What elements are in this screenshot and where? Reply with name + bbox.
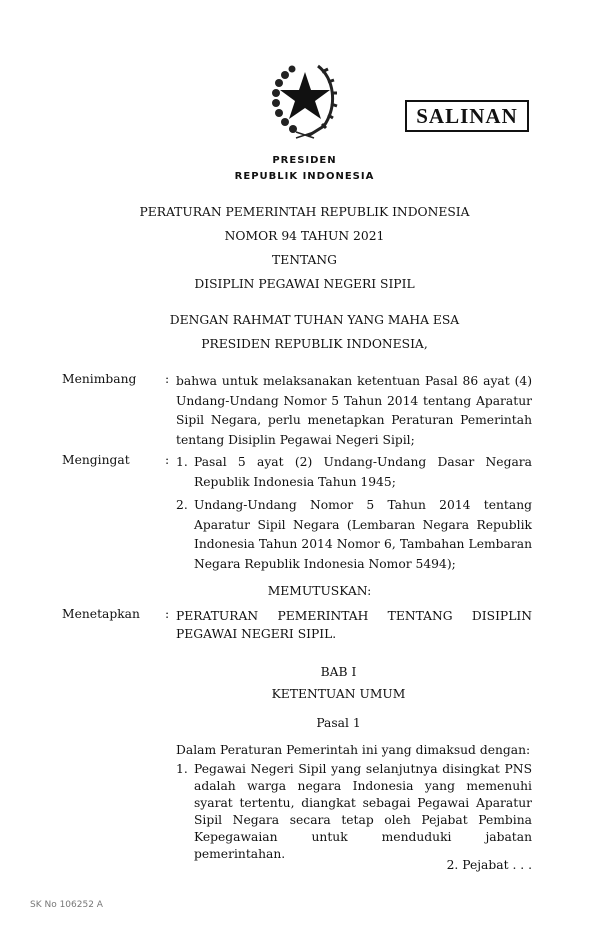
title-number: NOMOR 94 TAHUN 2021 — [224, 229, 385, 243]
preamble-line-2: PRESIDEN REPUBLIK INDONESIA, — [201, 337, 428, 351]
mengingat-colon: : — [165, 453, 170, 467]
pasal-intro: Dalam Peraturan Pemerintah ini yang dimaksud dengan: — [176, 743, 531, 757]
preamble-line-1: DENGAN RAHMAT TUHAN YANG MAHA ESA — [169, 313, 460, 327]
title-subject: DISIPLIN PEGAWAI NEGERI SIPIL — [194, 277, 415, 291]
header-president: PRESIDEN — [272, 155, 337, 166]
item-text: Pasal 5 ayat (2) Undang-Undang Dasar Negara Republik Indonesia Tahun 1945; — [194, 455, 532, 489]
menimbang-label: Menimbang — [62, 372, 137, 386]
list-item — [176, 761, 532, 863]
list-item — [176, 496, 532, 574]
title-line-1: PERATURAN PEMERINTAH REPUBLIK INDONESIA — [139, 205, 470, 219]
garuda-emblem-icon — [268, 60, 342, 140]
pasal-heading: Pasal 1 — [316, 716, 361, 730]
memutuskan-heading: MEMUTUSKAN: — [267, 584, 372, 598]
item-text: Undang-Undang Nomor 5 Tahun 2014 tentang Aparatur Sipil Negara (Lembaran Negara Republik Indonesia Tahun 2014 Nomor 6, Tambahan Lembaran Negara Republik Indonesia Nomor 5494); — [194, 498, 532, 571]
menimbang-colon: : — [165, 372, 170, 386]
title-tentang: TENTANG — [272, 253, 337, 267]
menetapkan-text: PERATURAN PEMERINTAH TENTANG DISIPLIN PEGAWAI NEGERI SIPIL. — [176, 609, 532, 641]
mengingat-label: Mengingat — [62, 453, 130, 467]
bab-subtitle: KETENTUAN UMUM — [271, 687, 406, 701]
bab-title: BAB I — [320, 665, 357, 679]
footer-code: SK No 106252 A — [30, 900, 103, 910]
salinan-badge: SALINAN — [405, 100, 529, 132]
menetapkan-label: Menetapkan — [62, 607, 140, 621]
list-item — [176, 453, 532, 492]
item-number: 2. — [176, 498, 188, 512]
header-republic: REPUBLIK INDONESIA — [234, 171, 375, 182]
pasal-list — [176, 761, 532, 863]
continuation-text: 2. Pejabat . . . — [446, 858, 532, 872]
menimbang-text: bahwa untuk melaksanakan ketentuan Pasal 86 ayat (4) Undang-Undang Nomor 5 Tahun 2014 tentang Aparatur Sipil Negara, perlu menetapkan Peraturan Pemerintah tentang Disiplin Pegawai Negeri Sipil; — [176, 374, 532, 447]
menetapkan-colon: : — [165, 607, 170, 621]
item-text: Pegawai Negeri Sipil yang selanjutnya disingkat PNS adalah warga negara Indonesia yang memenuhi syarat tertentu, diangkat sebagai Pegawai Aparatur Sipil Negara secara tetap oleh Pejabat Pembina Kepegawaian untuk menduduki jabatan pemerintahan. — [194, 762, 532, 861]
item-number: 1. — [176, 455, 188, 469]
item-number: 1. — [176, 762, 188, 776]
mengingat-list — [176, 453, 532, 574]
